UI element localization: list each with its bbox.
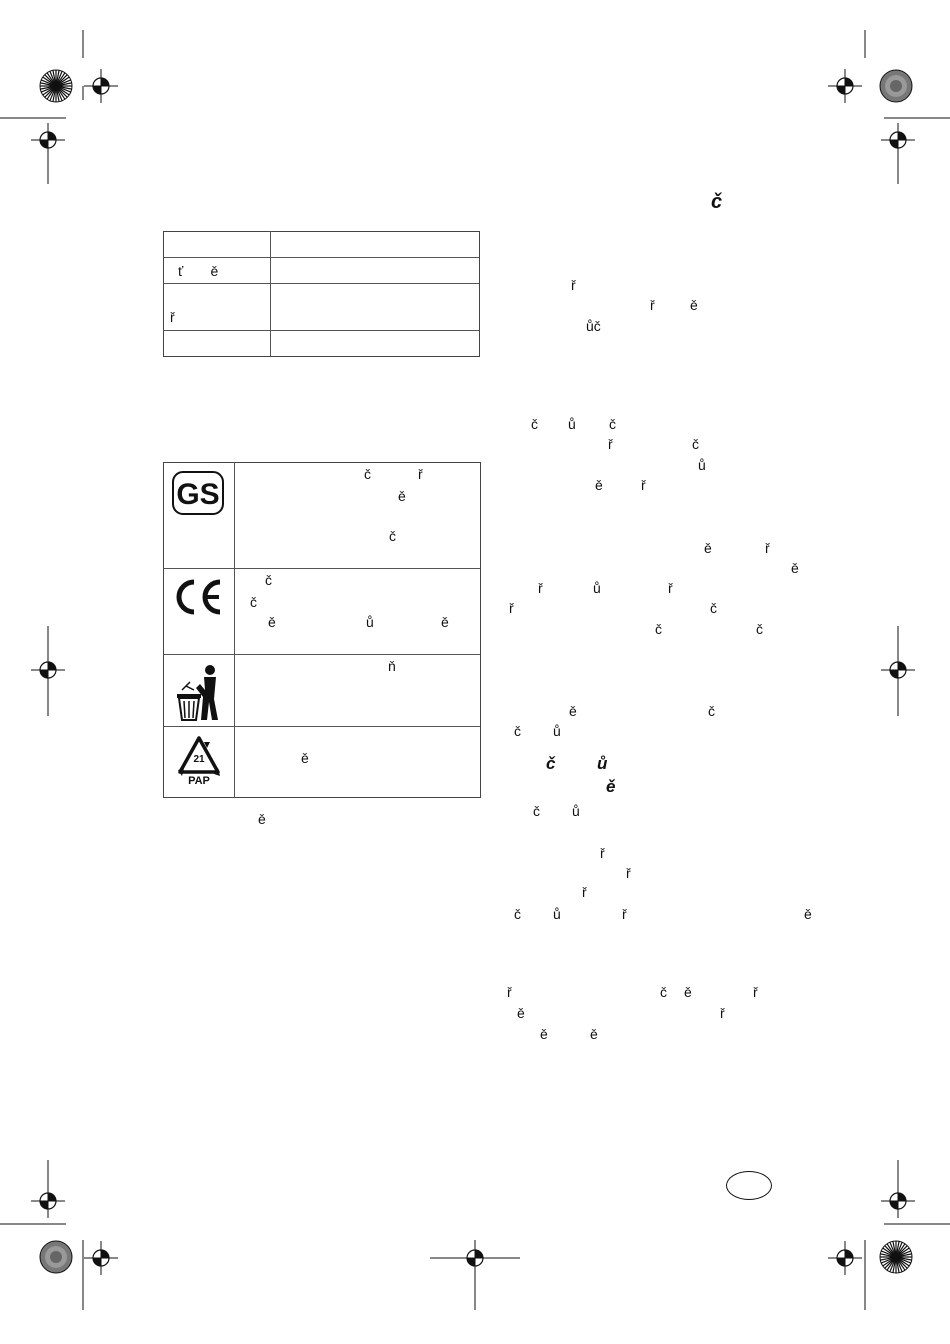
body-char: ě bbox=[590, 1026, 598, 1042]
waste-bin-icon bbox=[174, 664, 224, 722]
body-char: č bbox=[655, 621, 662, 637]
body-char: č bbox=[708, 703, 715, 719]
tech-table-label: ř bbox=[170, 309, 175, 325]
body-char: č bbox=[609, 416, 616, 432]
subheading-char: č bbox=[546, 754, 556, 773]
ce-text: č bbox=[265, 572, 272, 588]
body-char: ě bbox=[517, 1005, 525, 1021]
body-char: ř bbox=[509, 600, 514, 616]
body-char: č bbox=[710, 600, 717, 616]
recycle-code: 21 bbox=[193, 754, 205, 765]
body-char: ů bbox=[593, 580, 601, 596]
body-char: č bbox=[533, 803, 540, 819]
body-char: ř bbox=[641, 477, 646, 493]
body-char: ě bbox=[704, 540, 712, 556]
body-char: ě bbox=[791, 560, 799, 576]
body-char: ř bbox=[720, 1005, 725, 1021]
body-char: ě bbox=[684, 984, 692, 1000]
body-char: č bbox=[531, 416, 538, 432]
body-char: ů bbox=[553, 723, 561, 739]
ce-text: ů bbox=[366, 614, 374, 630]
body-char: ř bbox=[582, 884, 587, 900]
section-heading: č bbox=[711, 191, 723, 213]
ce-text: č bbox=[250, 594, 257, 610]
subheading-char: ě bbox=[606, 777, 616, 796]
body-char: ř bbox=[668, 580, 673, 596]
body-char: ř bbox=[600, 845, 605, 861]
body-char: ř bbox=[507, 984, 512, 1000]
body-char: ř bbox=[650, 297, 655, 313]
gs-text: č bbox=[389, 528, 396, 544]
ce-text: ě bbox=[268, 614, 276, 630]
tech-data-table bbox=[163, 231, 480, 357]
gs-text: č bbox=[364, 466, 371, 482]
body-char: ů bbox=[568, 416, 576, 432]
subheading-char: ů bbox=[597, 754, 608, 773]
gs-mark-icon bbox=[172, 471, 224, 515]
body-char: ř bbox=[622, 906, 627, 922]
body-char: č bbox=[514, 723, 521, 739]
body-char: ůč bbox=[586, 318, 601, 334]
gs-text: ř bbox=[418, 466, 423, 482]
body-char: ř bbox=[608, 436, 613, 452]
gs-text: ě bbox=[398, 488, 406, 504]
bin-text: ň bbox=[388, 658, 396, 674]
body-char: ů bbox=[698, 457, 706, 473]
body-char: ě bbox=[804, 906, 812, 922]
body-char: č bbox=[514, 906, 521, 922]
ce-mark-icon bbox=[172, 578, 224, 616]
body-char: ř bbox=[765, 540, 770, 556]
body-char: ř bbox=[626, 865, 631, 881]
svg-text:GS: GS bbox=[176, 478, 220, 511]
body-char: č bbox=[692, 436, 699, 452]
body-char: ř bbox=[538, 580, 543, 596]
body-char: ě bbox=[569, 703, 577, 719]
body-char: ř bbox=[571, 277, 576, 293]
ce-text: ě bbox=[441, 614, 449, 630]
body-char: ů bbox=[572, 803, 580, 819]
language-badge bbox=[726, 1171, 772, 1200]
body-char: ř bbox=[753, 984, 758, 1000]
body-char: ě bbox=[540, 1026, 548, 1042]
body-char: č bbox=[660, 984, 667, 1000]
body-char: ě bbox=[595, 477, 603, 493]
tech-table-label: ť ě bbox=[178, 263, 219, 279]
body-char: č bbox=[756, 621, 763, 637]
body-char: ě bbox=[690, 297, 698, 313]
pap-text: ě bbox=[301, 750, 309, 766]
symbols-footnote: ě bbox=[258, 811, 266, 827]
body-char: ů bbox=[553, 906, 561, 922]
recycle-abbr: PAP bbox=[188, 775, 210, 787]
